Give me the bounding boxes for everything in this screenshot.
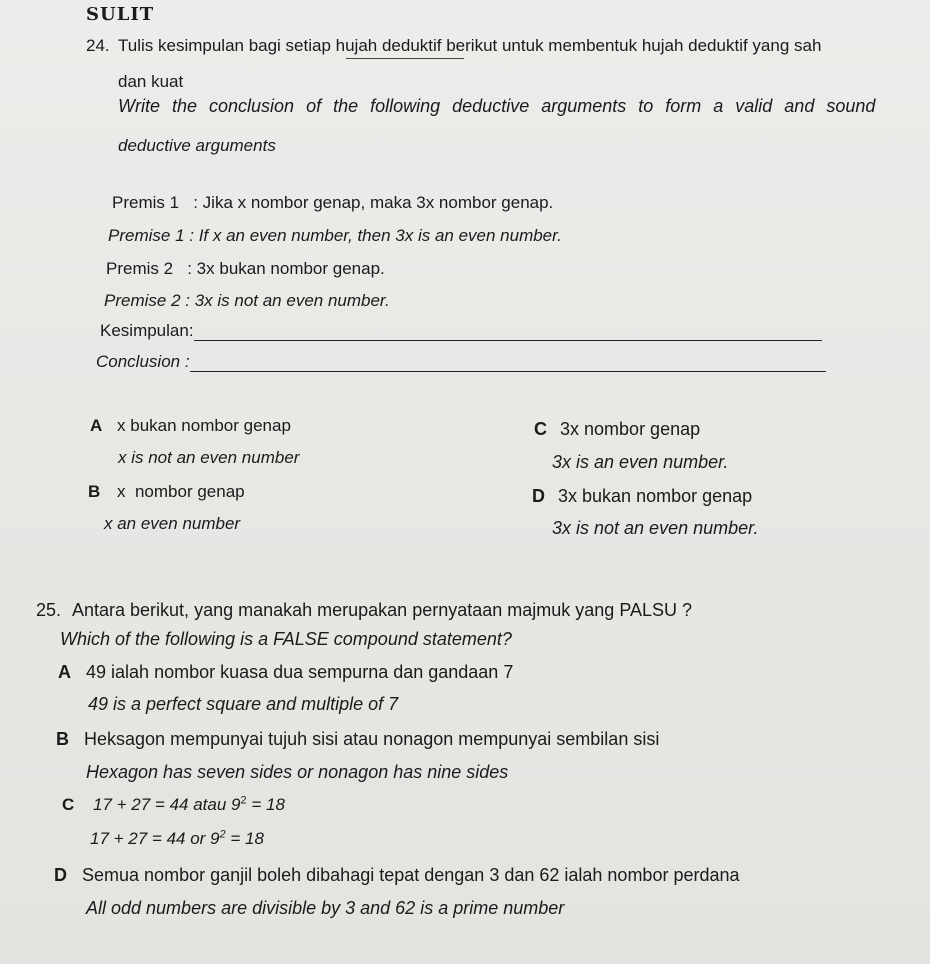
option-a-letter: A	[90, 416, 103, 435]
conclusion-label: Conclusion :	[96, 352, 190, 371]
kesimpulan-label: Kesimpulan:	[100, 321, 194, 340]
option-d-malay: Semua nombor ganjil boleh dibahagi tepat dengan 3 dan 62 ialah nombor perdana	[82, 865, 740, 885]
kesimpulan-answer-blank[interactable]	[194, 324, 822, 341]
q24-option-a[interactable]	[90, 416, 291, 436]
option-c-malay-exponent: 2	[240, 794, 247, 807]
q24-premise2-english: Premise 2 : 3x is not an even number.	[104, 291, 390, 310]
q25-option-b[interactable]	[56, 729, 659, 750]
option-c-english-right: = 18	[225, 829, 264, 848]
q24-option-c[interactable]	[534, 419, 700, 440]
q24-malay-line1: Tulis kesimpulan bagi setiap hujah deduktif berikut untuk membentuk hujah deduktif yang sah	[118, 36, 822, 55]
q25-option-b-english: Hexagon has seven sides or nonagon has nine sides	[86, 762, 509, 782]
q24-option-c-english: 3x is an even number.	[552, 452, 729, 472]
q24-handwritten-underline	[346, 58, 464, 59]
option-c-letter: C	[534, 419, 547, 439]
option-b-letter: B	[88, 482, 101, 501]
q24-conclusion-row	[96, 352, 826, 372]
option-c-malay: 3x nombor genap	[560, 419, 701, 439]
q24-premise1-english: Premise 1 : If x an even number, then 3x is an even number.	[108, 226, 562, 245]
option-c-malay-right: = 18	[246, 795, 285, 814]
q24-premis2-malay: Premis 2 : 3x bukan nombor genap.	[106, 259, 385, 278]
option-c-malay-left: 17 + 27 = 44 atau 9	[93, 795, 241, 814]
q25-malay-question: Antara berikut, yang manakah merupakan pernyataan majmuk yang PALSU ?	[72, 600, 693, 620]
conclusion-answer-blank[interactable]	[190, 355, 826, 372]
option-a-malay: 49 ialah nombor kuasa dua sempurna dan gandaan 7	[86, 662, 514, 682]
q24-option-d[interactable]	[532, 486, 752, 507]
q24-kesimpulan-row	[100, 321, 822, 341]
q24-english-line1: Write the conclusion of the following deductive arguments to form a valid and sound	[118, 96, 876, 116]
option-d-malay: 3x bukan nombor genap	[558, 486, 753, 506]
q25-option-a[interactable]	[58, 662, 513, 683]
q25-option-c[interactable]	[62, 795, 285, 815]
q24-premis1-malay: Premis 1 : Jika x nombor genap, maka 3x nombor genap.	[112, 193, 554, 212]
q24-option-b-english: x an even number	[104, 514, 241, 533]
q25-number: 25.	[36, 600, 62, 620]
q24-option-b[interactable]	[88, 482, 245, 502]
q24-english-line2: deductive arguments	[118, 136, 276, 155]
option-a-malay: x bukan nombor genap	[117, 416, 291, 435]
q24-option-a-english: x is not an even number	[118, 448, 300, 467]
option-c-malay	[93, 795, 285, 814]
q25-option-d-english: All odd numbers are divisible by 3 and 62 is a prime number	[86, 898, 565, 918]
option-c-english-exponent: 2	[219, 828, 226, 841]
q24-number: 24.	[86, 36, 110, 55]
option-c-english-left: 17 + 27 = 44 or 9	[90, 829, 220, 848]
option-b-malay: x nombor genap	[117, 482, 245, 501]
q25-option-a-english: 49 is a perfect square and multiple of 7	[88, 694, 399, 714]
q25-option-d[interactable]	[54, 865, 740, 886]
option-c-letter: C	[62, 795, 75, 814]
q24-malay-line2: dan kuat	[118, 72, 184, 91]
sulit-header: SULIT	[86, 4, 155, 25]
option-a-letter: A	[58, 662, 71, 682]
option-b-malay: Heksagon mempunyai tujuh sisi atau nonagon mempunyai sembilan sisi	[84, 729, 660, 749]
q24-option-d-english: 3x is not an even number.	[552, 518, 759, 538]
option-d-letter: D	[54, 865, 67, 885]
q25-option-c-english	[90, 829, 264, 849]
option-b-letter: B	[56, 729, 69, 749]
q25-english-question: Which of the following is a FALSE compound statement?	[60, 629, 512, 649]
option-d-letter: D	[532, 486, 545, 506]
